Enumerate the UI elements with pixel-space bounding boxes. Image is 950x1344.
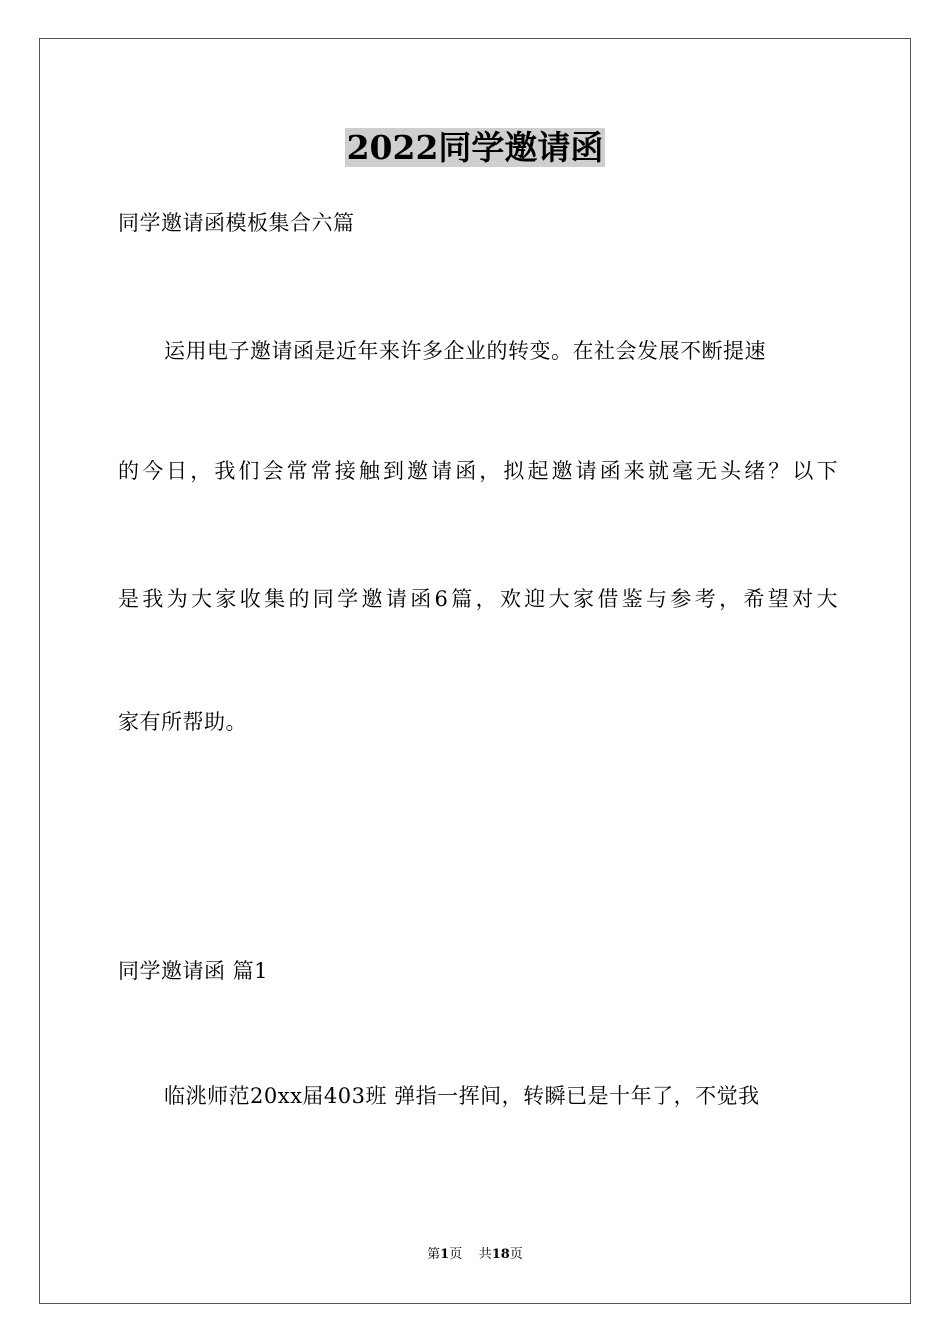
footer-page-number: 1 (440, 1247, 450, 1262)
intro-line-2: 的今日，我们会常常接触到邀请函，拟起邀请函来就毫无头绪？以下 (118, 459, 838, 483)
intro-line-3: 是我为大家收集的同学邀请函6篇，欢迎大家借鉴与参考，希望对大 (118, 587, 838, 611)
intro-line-1: 运用电子邀请函是近年来许多企业的转变。在社会发展不断提速 (164, 339, 766, 363)
intro-line-4: 家有所帮助。 (118, 710, 247, 734)
section-first-line: 临洮师范20xx届403班 弹指一挥间，转瞬已是十年了，不觉我 (164, 1084, 760, 1108)
document-title (0, 126, 950, 170)
document-title-text: 2022同学邀请函 (346, 128, 604, 167)
page-footer (0, 1246, 950, 1264)
document-subtitle: 同学邀请函模板集合六篇 (118, 211, 355, 235)
section-heading: 同学邀请函 篇1 (118, 959, 269, 983)
footer-page-prefix: 第 (427, 1247, 441, 1262)
footer-total-prefix: 共 (478, 1247, 492, 1262)
footer-total-suffix: 页 (509, 1247, 523, 1262)
footer-page-suffix: 页 (449, 1247, 463, 1262)
footer-total-number: 18 (491, 1247, 510, 1262)
